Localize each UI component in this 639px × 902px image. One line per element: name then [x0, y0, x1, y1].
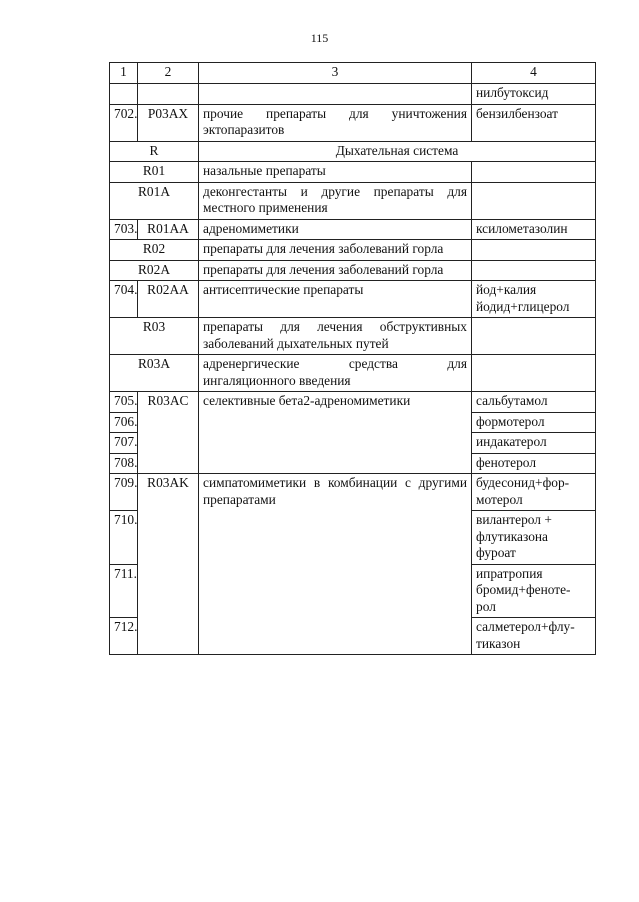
drug-name-cell: [472, 318, 596, 355]
header-col-4: 4: [472, 63, 596, 84]
row-number-cell: 708.: [110, 453, 138, 474]
row-number-cell: 706.: [110, 412, 138, 433]
drug-name-cell: салметерол+флу- тиказон: [472, 618, 596, 655]
header-col-3: 3: [199, 63, 472, 84]
table-row: [110, 260, 596, 281]
drug-name-cell: ипратропия бромид+феноте- рол: [472, 564, 596, 618]
table-row: [110, 141, 596, 162]
atc-code-cell: R: [110, 141, 199, 162]
table-row: [110, 474, 596, 511]
table-row: [110, 392, 596, 413]
description-cell: препараты для лечения обструктивных заболеваний дыхательных путей: [199, 318, 472, 355]
header-col-2: 2: [138, 63, 199, 84]
row-number-cell: 705.: [110, 392, 138, 413]
row-number-cell: 703.: [110, 219, 138, 240]
row-number-cell: 707.: [110, 433, 138, 454]
atc-code-cell: [138, 83, 199, 104]
page-number: 115: [310, 31, 329, 45]
row-number-cell: 712.: [110, 618, 138, 655]
description-cell: симпатомиметики в комбинации с другими препаратами: [199, 474, 472, 655]
atc-code-cell: R01: [110, 162, 199, 183]
drug-name-cell: [472, 182, 596, 219]
drug-name-cell: [472, 260, 596, 281]
drug-name-cell: [472, 355, 596, 392]
description-cell: прочие препараты для уничтожения эктопаразитов: [199, 104, 472, 141]
atc-code-cell: R03: [110, 318, 199, 355]
row-number-cell: 711.: [110, 564, 138, 618]
description-cell: препараты для лечения заболеваний горла: [199, 260, 472, 281]
drug-name-cell: формотерол: [472, 412, 596, 433]
atc-code-cell: R01AA: [138, 219, 199, 240]
table-header-row: [110, 63, 596, 84]
atc-code-cell: R02: [110, 240, 199, 261]
row-number-cell: 702.: [110, 104, 138, 141]
atc-code-cell: P03AX: [138, 104, 199, 141]
row-number-cell: [110, 83, 138, 104]
drug-name-cell: [472, 162, 596, 183]
drug-name-cell: [472, 240, 596, 261]
drug-table: [109, 62, 596, 655]
description-cell: препараты для лечения заболеваний горла: [199, 240, 472, 261]
description-cell: назальные препараты: [199, 162, 472, 183]
table-row: [110, 355, 596, 392]
drug-name-cell: бензилбензоат: [472, 104, 596, 141]
atc-code-cell: R02A: [110, 260, 199, 281]
description-cell: селективные бета2-адреномиметики: [199, 392, 472, 474]
description-cell: адренергические средства для ингаляционного введения: [199, 355, 472, 392]
drug-name-cell: йод+калия йодид+глицерол: [472, 281, 596, 318]
header-col-1: 1: [110, 63, 138, 84]
drug-name-cell: будесонид+фор- мотерол: [472, 474, 596, 511]
description-cell: [199, 83, 472, 104]
drug-name-cell: нилбутоксид: [472, 83, 596, 104]
atc-code-cell: R03AK: [138, 474, 199, 655]
atc-code-cell: R01A: [110, 182, 199, 219]
table-row: [110, 219, 596, 240]
row-number-cell: 710.: [110, 511, 138, 565]
drug-name-cell: вилантерол + флутиказона фуроат: [472, 511, 596, 565]
row-number-cell: 704.: [110, 281, 138, 318]
description-cell: антисептические препараты: [199, 281, 472, 318]
table-row: [110, 182, 596, 219]
atc-code-cell: R03AC: [138, 392, 199, 474]
table-row: [110, 104, 596, 141]
description-cell: адреномиметики: [199, 219, 472, 240]
row-number-cell: 709.: [110, 474, 138, 511]
drug-name-cell: фенотерол: [472, 453, 596, 474]
atc-code-cell: R02AA: [138, 281, 199, 318]
table-row: [110, 162, 596, 183]
table-row: [110, 240, 596, 261]
drug-name-cell: индакатерол: [472, 433, 596, 454]
table-row: [110, 281, 596, 318]
drug-name-cell: сальбутамол: [472, 392, 596, 413]
drug-name-cell: ксилометазолин: [472, 219, 596, 240]
atc-code-cell: R03A: [110, 355, 199, 392]
description-cell: деконгестанты и другие препараты для местного применения: [199, 182, 472, 219]
table-row: [110, 83, 596, 104]
section-heading-cell: Дыхательная система: [199, 141, 596, 162]
table-row: [110, 318, 596, 355]
